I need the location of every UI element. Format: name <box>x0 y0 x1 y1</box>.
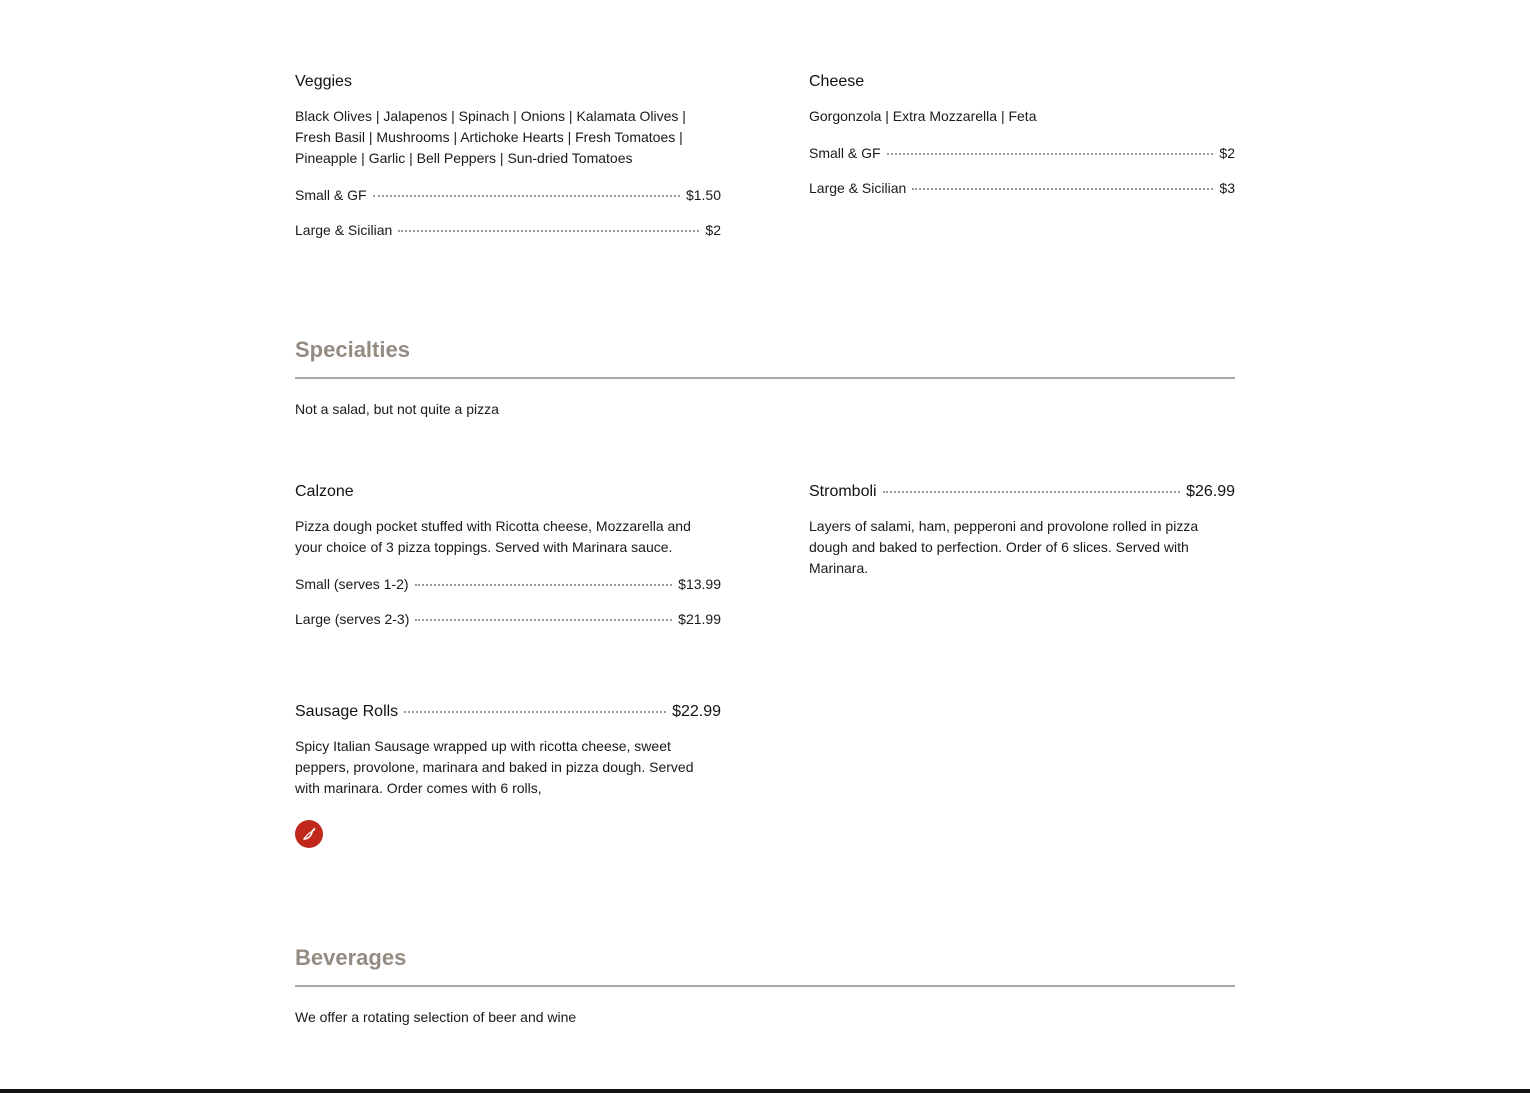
specialties-subtitle: Not a salad, but not quite a pizza <box>295 401 499 417</box>
dot-leader <box>415 584 673 586</box>
price-value: $2 <box>705 222 721 238</box>
cheese-price-large <box>809 179 1235 197</box>
veggies-name: Veggies <box>295 73 352 90</box>
stromboli-header <box>809 482 1235 502</box>
dot-leader <box>415 619 672 621</box>
price-label: Large & Sicilian <box>295 222 393 238</box>
footer-border <box>0 1089 1530 1093</box>
sausage-rolls-header <box>295 702 721 722</box>
stromboli-description: Layers of salami, ham, pepperoni and provolone rolled in pizza dough and baked to perfection. Order of 6 slices. Served with Marinara. <box>809 518 1199 576</box>
dot-leader <box>883 491 1180 493</box>
cheese-item <box>809 72 1235 197</box>
stromboli-item <box>809 482 1235 579</box>
dot-leader <box>373 195 680 197</box>
calzone-item <box>295 482 721 628</box>
dot-leader <box>404 711 666 713</box>
veggies-item <box>295 72 721 239</box>
cheese-description: Gorgonzola | Extra Mozzarella | Feta <box>809 108 1037 124</box>
sausage-rolls-price: $22.99 <box>672 703 721 720</box>
cheese-price-small <box>809 144 1235 162</box>
beverages-subtitle: We offer a rotating selection of beer and wine <box>295 1009 577 1025</box>
price-label: Small & GF <box>809 145 881 161</box>
sausage-rolls-name: Sausage Rolls <box>295 703 399 720</box>
sausage-rolls-item <box>295 702 721 848</box>
dot-leader <box>398 230 699 232</box>
calzone-name: Calzone <box>295 483 354 500</box>
price-value: $3 <box>1219 180 1235 196</box>
veggies-description: Black Olives | Jalapenos | Spinach | Onions | Kalamata Olives | Fresh Basil | Mushrooms | Artichoke Hearts | Fresh Tomatoes | Pineapple | Garlic | Bell Peppers | Sun-dried Tomatoes <box>295 108 686 166</box>
stromboli-price: $26.99 <box>1186 483 1235 500</box>
calzone-description: Pizza dough pocket stuffed with Ricotta cheese, Mozzarella and your choice of 3 pizza toppings. Served with Marinara sauce. <box>295 518 691 555</box>
price-label: Small & GF <box>295 187 367 203</box>
sausage-rolls-description: Spicy Italian Sausage wrapped up with ricotta cheese, sweet peppers, provolone, marinara and baked in pizza dough. Served with marinara. Order comes with 6 rolls, <box>295 738 694 796</box>
price-label: Small (serves 1-2) <box>295 576 409 592</box>
veggies-price-large <box>295 221 721 239</box>
cheese-header <box>809 72 1235 92</box>
cheese-name: Cheese <box>809 73 865 90</box>
calzone-header <box>295 482 721 502</box>
veggies-price-small <box>295 186 721 204</box>
price-value: $2 <box>1219 145 1235 161</box>
price-value: $21.99 <box>678 611 721 627</box>
price-value: $1.50 <box>685 187 721 203</box>
calzone-price-large <box>295 610 721 628</box>
calzone-price-small <box>295 575 721 593</box>
spicy-pepper-icon <box>295 820 323 848</box>
stromboli-name: Stromboli <box>809 483 877 500</box>
price-label: Large (serves 2-3) <box>295 611 410 627</box>
specialties-section-title: Specialties <box>295 337 1235 379</box>
beverages-section-title: Beverages <box>295 945 1235 987</box>
price-value: $13.99 <box>678 576 721 592</box>
dot-leader <box>912 188 1213 190</box>
price-label: Large & Sicilian <box>809 180 907 196</box>
veggies-header <box>295 72 721 92</box>
dot-leader <box>887 153 1214 155</box>
